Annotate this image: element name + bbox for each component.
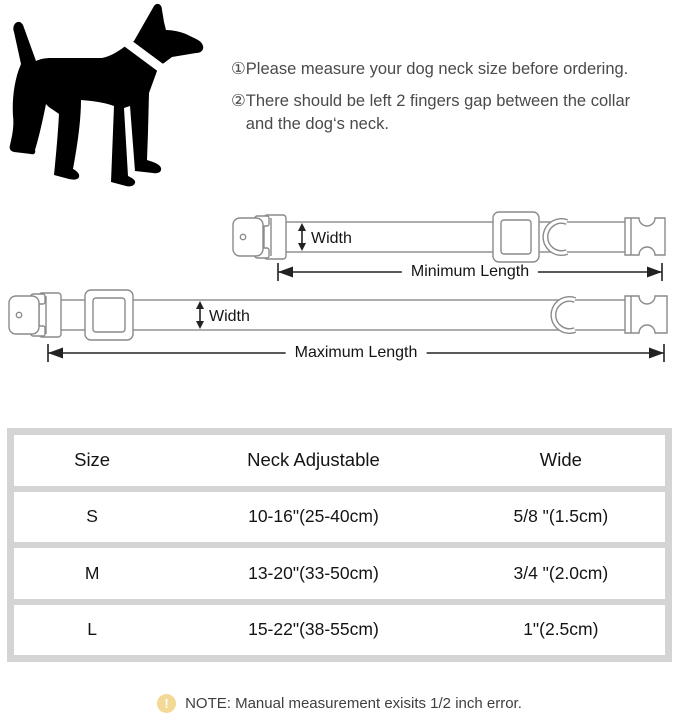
width-label-min: Width [311,230,352,247]
instructions [231,58,679,136]
cell-neck: 15-22"(38-55cm) [248,619,379,640]
collar-strap [48,300,638,330]
header-wide: Wide [539,449,582,471]
tri-glide-slider [493,212,539,262]
table-row-l [14,605,665,656]
buckle-male [625,296,667,333]
cell-size: L [87,619,97,640]
table-row-m [14,548,665,599]
note-text: NOTE: Manual measurement exisits 1/2 inch error. [185,695,522,712]
min-length-dimension [276,262,664,282]
size-table-header [14,435,665,486]
max-length-dimension [46,343,666,363]
tri-glide-slider [85,290,133,340]
cell-size: S [86,506,98,527]
cell-wide: 3/4 "(2.0cm) [513,562,609,583]
instruction-text-2: There should be left 2 fingers gap between the collar and the dog‘s neck. [245,92,631,133]
cell-neck: 10-16"(25-40cm) [248,506,379,527]
cell-neck: 13-20"(33-50cm) [248,562,379,583]
instruction-number-1: ① [231,60,246,78]
instruction-item-2 [231,90,679,136]
header-size: Size [74,449,111,471]
dog-silhouette [6,2,211,188]
exclamation-icon: ! [157,694,176,713]
max-length-label: Maximum Length [286,344,427,362]
instruction-item-1 [231,58,679,81]
size-table [7,428,672,662]
width-label-max: Width [209,308,250,325]
min-length-label: Minimum Length [402,263,538,281]
collar-min-diagram [228,203,673,267]
cell-wide: 5/8 "(1.5cm) [513,506,609,527]
cell-size: M [84,562,100,583]
instruction-number-2: ② [231,92,246,110]
instruction-text-1: Please measure your dog neck size before ordering. [245,60,629,78]
buckle-female [233,216,269,258]
table-row-s [14,492,665,543]
dog-body-shape [10,4,204,186]
header-neck-adjustable: Neck Adjustable [247,449,380,471]
buckle-male [625,218,665,255]
collar-max-diagram [5,288,673,346]
note [0,694,679,713]
buckle-female [9,294,45,336]
cell-wide: 1"(2.5cm) [523,619,599,640]
